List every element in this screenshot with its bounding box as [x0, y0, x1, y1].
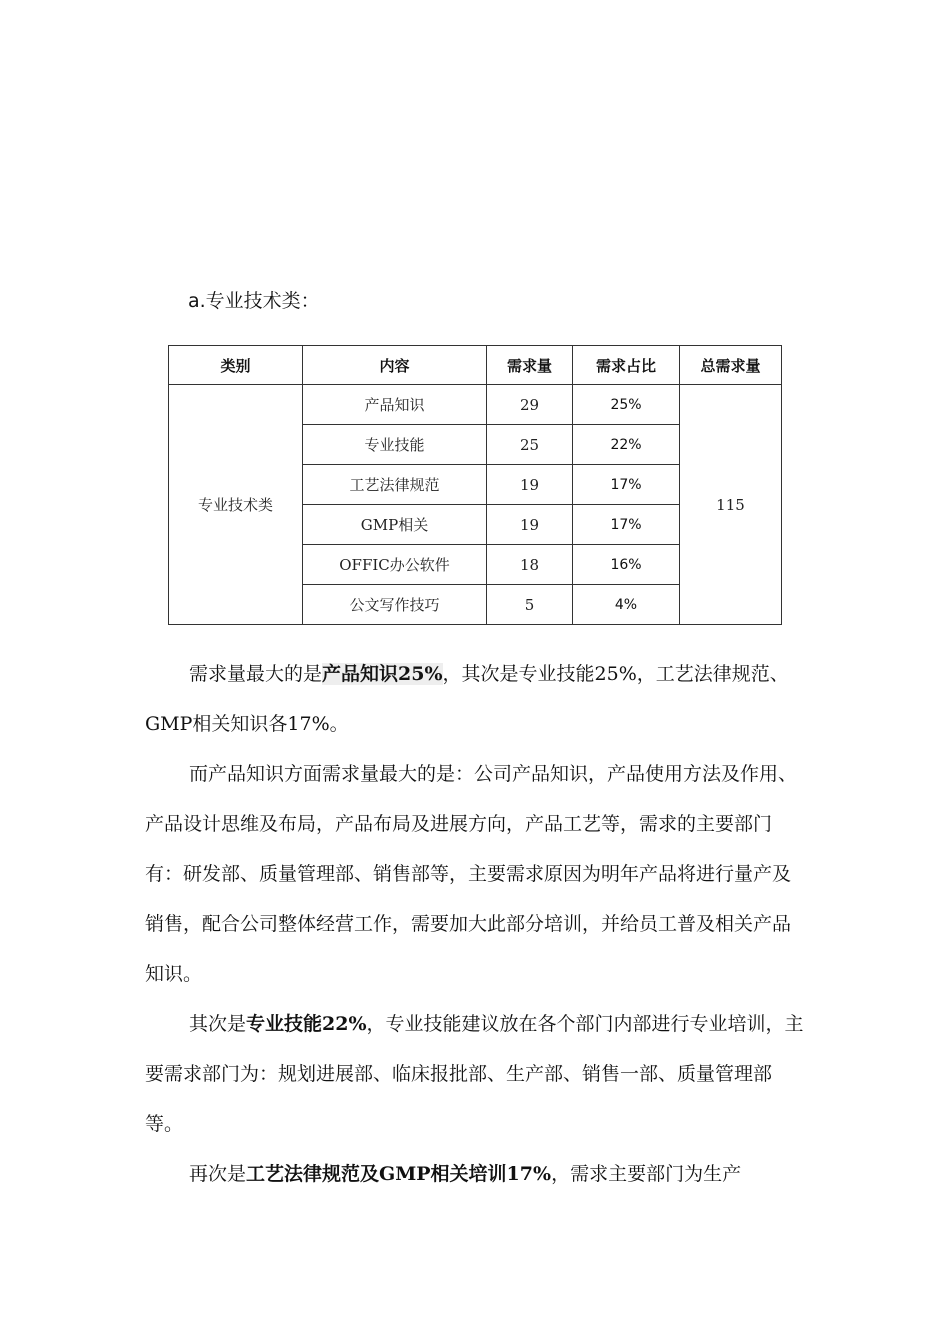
- percentage-cell: 4%: [573, 585, 680, 625]
- header-content: 内容: [303, 346, 487, 385]
- content-cell: 产品知识: [303, 385, 487, 425]
- total-cell: 115: [680, 385, 782, 625]
- percentage-cell: 17%: [573, 505, 680, 545]
- paragraph-process-law: [145, 1149, 805, 1199]
- header-percentage: 需求占比: [573, 346, 680, 385]
- product-knowledge-text: 而产品知识方面需求量最大的是：公司产品知识，产品使用方法及作用、产品设计思维及布局，产品布局及进展方向，产品工艺等，需求的主要部门有：研发部、质量管理部、销售部等，主要需求原因为明年产品将进行量产及销售，配合公司整体经营工作，需要加大此部分培训，并给员工普及相关产品知识。: [145, 763, 798, 985]
- summary-intro: 需求量最大的是: [189, 663, 323, 685]
- percentage-cell: 25%: [573, 385, 680, 425]
- quantity-cell: 18: [487, 545, 573, 585]
- process-bold: 工艺法律规范及GMP相关培训17%: [246, 1163, 552, 1185]
- training-demand-table: [168, 345, 782, 625]
- header-category: 类别: [169, 346, 303, 385]
- quantity-cell: 19: [487, 465, 573, 505]
- paragraph-summary: [145, 649, 805, 749]
- summary-rest: ，其次是专业技能25%，工艺法律规范、GMP相关知识各17%。: [145, 663, 789, 735]
- process-rest: ，需求主要部门为生产: [551, 1163, 742, 1185]
- header-quantity: 需求量: [487, 346, 573, 385]
- content-cell: 工艺法律规范: [303, 465, 487, 505]
- table-row: [169, 385, 782, 425]
- header-total: 总需求量: [680, 346, 782, 385]
- skills-bold: 专业技能22%: [246, 1013, 367, 1035]
- quantity-cell: 29: [487, 385, 573, 425]
- percentage-cell: 17%: [573, 465, 680, 505]
- section-heading: a.专业技术类：: [188, 290, 320, 312]
- content-cell: OFFIC办公软件: [303, 545, 487, 585]
- paragraph-professional-skills: [145, 999, 805, 1149]
- table-header-row: [169, 346, 782, 385]
- percentage-cell: 16%: [573, 545, 680, 585]
- process-intro: 再次是: [189, 1163, 247, 1185]
- content-cell: 专业技能: [303, 425, 487, 465]
- skills-rest: ，专业技能建议放在各个部门内部进行专业培训，主要需求部门为：规划进展部、临床报批部、生产部、销售一部、质量管理部等。: [145, 1013, 804, 1135]
- skills-intro: 其次是: [189, 1013, 247, 1035]
- content-cell: 公文写作技巧: [303, 585, 487, 625]
- category-cell: 专业技术类: [169, 385, 303, 625]
- quantity-cell: 5: [487, 585, 573, 625]
- highlighted-product-knowledge: 产品知识25%: [322, 663, 443, 685]
- content-cell: GMP相关: [303, 505, 487, 545]
- quantity-cell: 25: [487, 425, 573, 465]
- quantity-cell: 19: [487, 505, 573, 545]
- paragraph-product-knowledge: [145, 749, 805, 999]
- percentage-cell: 22%: [573, 425, 680, 465]
